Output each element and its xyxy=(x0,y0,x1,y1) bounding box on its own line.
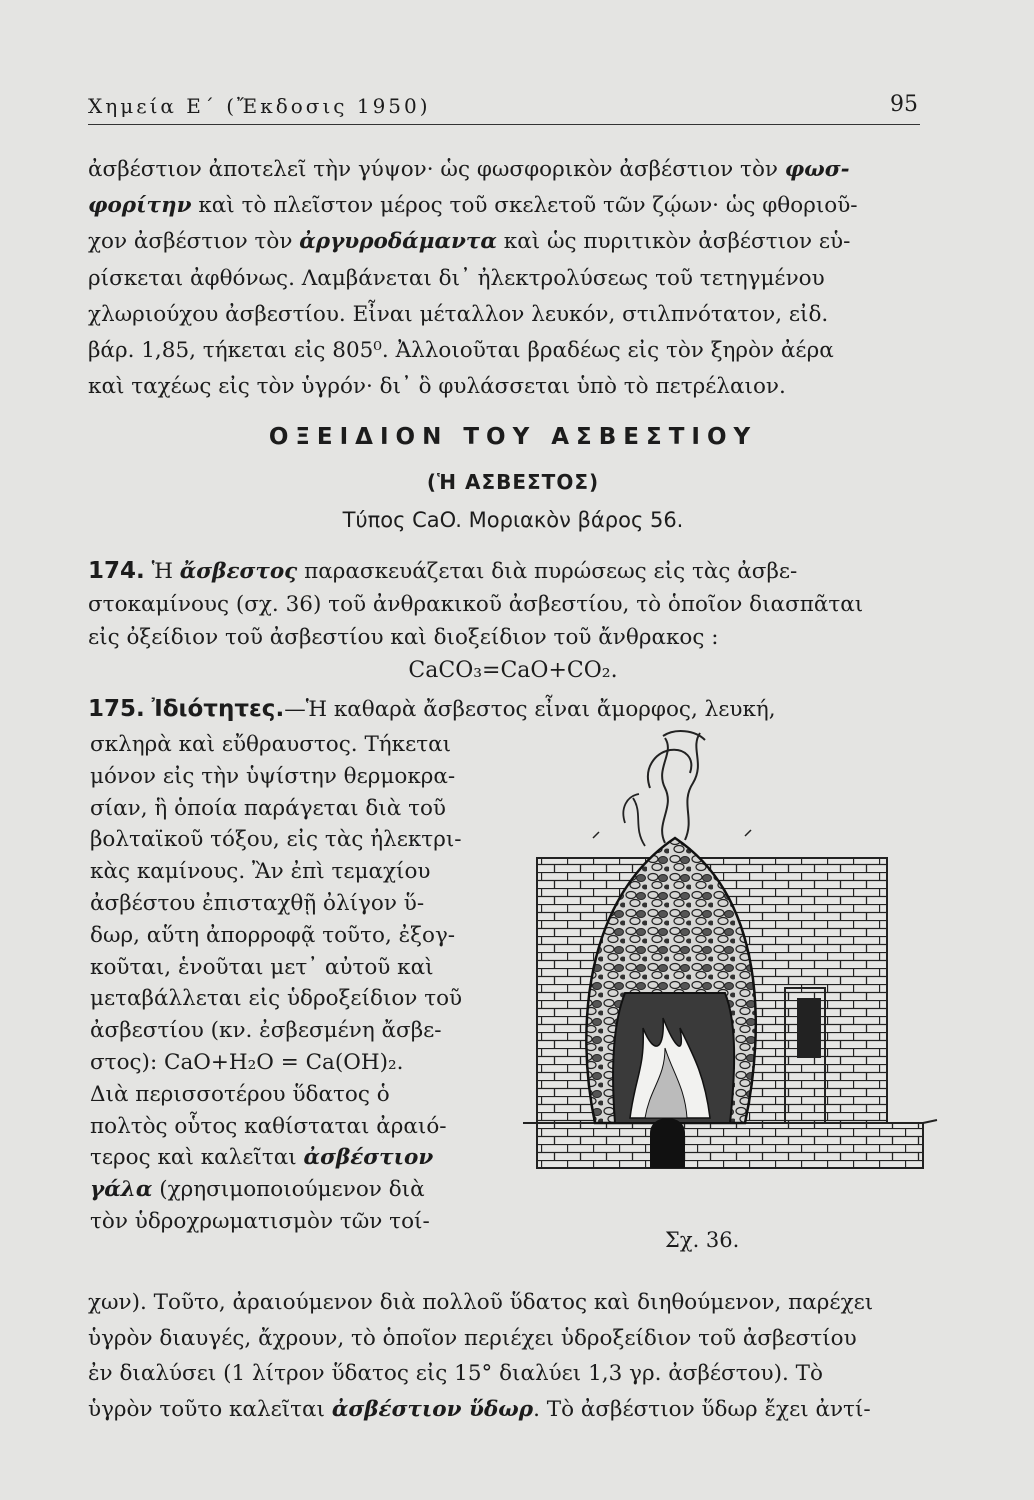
paragraph-175-column-line xyxy=(90,762,500,793)
paragraph-175-final-line xyxy=(88,1359,938,1390)
paragraph-175-column-line xyxy=(90,857,500,888)
text-run: καὶ τὸ πλεῖστον μέρος τοῦ σκελετοῦ τῶν ζῴων· ὡς φθοριοῦ- xyxy=(191,193,858,219)
paragraph-175-column-line xyxy=(90,1080,500,1111)
text-run: σίαν, ἣ ὁποία παράγεται διὰ τοῦ xyxy=(90,795,446,821)
paragraph-174-line xyxy=(88,590,938,621)
paragraph-175-column-line xyxy=(90,730,500,761)
paragraph-174-line xyxy=(88,623,938,654)
paragraph-175-column-line xyxy=(90,921,500,952)
text-run: κὰς καμίνους. Ἂν ἐπὶ τεμαχίου xyxy=(90,859,431,885)
intro-line xyxy=(88,264,938,295)
text-run: ἀσβέστιον ἀποτελεῖ τὴν γύψον· ὡς φωσφορικὸν ἀσβέστιον τὸν xyxy=(88,157,785,182)
paragraph-175-column-line xyxy=(90,984,500,1015)
intro-line xyxy=(88,191,938,222)
paragraph-175-number: 175. xyxy=(88,696,145,722)
lime-kiln-illustration xyxy=(515,728,945,1208)
text-run: βάρ. 1,85, τήκεται εἰς 805⁰. Ἀλλοιοῦται βραδέως εἰς τὸν ξηρὸν ἀέρα xyxy=(88,338,834,363)
running-header xyxy=(88,92,918,128)
text-run: κοῦται, ἑνοῦται μετ᾽ αὐτοῦ καὶ xyxy=(90,954,434,980)
text-run: στοκαμίνους (σχ. 36) τοῦ ἀνθρακικοῦ ἀσβεστίου, τὸ ὁποῖον διασπᾶται xyxy=(88,592,864,617)
emphasized-term: γάλα xyxy=(90,1177,153,1203)
paragraph-175-title: Ἰδιότητες. xyxy=(151,696,285,722)
text-run: (χρησιμοποιούμενον διὰ xyxy=(152,1177,425,1203)
paragraph-174-line xyxy=(145,559,798,584)
paragraph-175-column-line xyxy=(90,889,500,920)
paragraph-175-final-line xyxy=(88,1288,938,1319)
text-run: χλωριούχου ἀσβεστίου. Εἶναι μέταλλον λευκόν, στιλπνότατον, εἰδ. xyxy=(88,301,829,327)
text-run: καὶ ταχέως εἰς τὸν ὑγρόν· δι᾽ ὃ φυλάσσεται ὑπὸ τὸ πετρέλαιον. xyxy=(88,374,786,400)
text-run: δωρ, αὕτη ἀπορροφᾷ τοῦτο, ἐξογ- xyxy=(90,922,456,948)
text-run: πολτὸς οὗτος καθίσταται ἀραιό- xyxy=(90,1113,447,1139)
text-run: καὶ ὡς πυριτικὸν ἀσβέστιον εὑ- xyxy=(496,229,851,255)
text-run: στος): CaO+H₂O = Ca(OH)₂. xyxy=(90,1050,404,1075)
text-run: Διὰ περισσοτέρου ὕδατος ὁ xyxy=(90,1081,390,1107)
emphasized-term: ἀσβέστιον ὕδωρ xyxy=(331,1396,534,1422)
paragraph-175-column-line xyxy=(90,1016,500,1047)
text-run: παρασκευάζεται διὰ πυρώσεως εἰς τὰς ἀσβε- xyxy=(297,559,798,584)
text-run: ὑγρὸν τοῦτο καλεῖται xyxy=(88,1396,332,1422)
text-run: εἰς ὀξείδιον τοῦ ἀσβεστίου καὶ διοξείδιον τοῦ ἄνθρακος : xyxy=(88,625,719,650)
intro-line xyxy=(88,300,938,331)
intro-line xyxy=(88,336,938,367)
text-run: ρίσκεται ἀφθόνως. Λαμβάνεται δι᾽ ἠλεκτρολύσεως τοῦ τετηγμένου xyxy=(88,265,825,291)
header-rule xyxy=(88,124,920,125)
page-number: 95 xyxy=(890,92,918,117)
text-run: μόνον εἰς τὴν ὑψίστην θερμοκρα- xyxy=(90,763,456,789)
text-run: τὸν ὑδροχρωματισμὸν τῶν τοί- xyxy=(90,1209,430,1234)
intro-line xyxy=(88,372,938,403)
text-run: Ἡ xyxy=(144,559,180,584)
emphasized-term: ἀργυροδάμαντα xyxy=(299,229,497,255)
paragraph-175-column-line xyxy=(90,1175,500,1206)
paragraph-175-column-line xyxy=(90,1207,500,1238)
paragraph-174-number: 174. xyxy=(88,558,145,584)
intro-line xyxy=(88,227,938,258)
paragraph-175-column-line xyxy=(90,953,500,984)
text-run: τερος καὶ καλεῖται xyxy=(90,1145,304,1171)
equation-caco3: CaCO₃=CaO+CO₂. xyxy=(408,658,618,683)
paragraph-175-column-line xyxy=(90,1048,500,1079)
text-run: μεταβάλλεται εἰς ὑδροξείδιον τοῦ xyxy=(90,986,463,1012)
figure-caption: Σχ. 36. xyxy=(665,1228,740,1252)
paragraph-175-first-text: —Ἡ καθαρὰ ἄσβεστος εἶναι ἄμορφος, λευκή, xyxy=(284,697,776,722)
running-title: Χημεία Ε΄ (Ἔκδοσις 1950) xyxy=(88,94,431,118)
emphasized-term: ἀσβέστιον xyxy=(303,1145,434,1171)
text-run: χων). Τοῦτο, ἀραιούμενον διὰ πολλοῦ ὕδατος καὶ διηθούμενον, παρέχει xyxy=(88,1290,874,1315)
text-run: . Τὸ ἀσβέστιον ὕδωρ ἔχει ἀντί- xyxy=(533,1396,871,1422)
text-run: ἀσβεστίου (κν. ἐσβεσμένη ἄσβε- xyxy=(90,1018,442,1044)
paragraph-175-column-line xyxy=(90,794,500,825)
section-heading: ΟΞΕΙΔΙΟΝ ΤΟΥ ΑΣΒΕΣΤΙΟΥ xyxy=(268,424,758,450)
text-run: σκληρὰ καὶ εὔθραυστος. Τήκεται xyxy=(90,732,452,757)
text-run: ἐν διαλύσει (1 λίτρον ὕδατος εἰς 15° διαλύει 1,3 γρ. ἀσβέστου). Τὸ xyxy=(88,1361,823,1386)
emphasized-term: φωσ- xyxy=(784,157,850,182)
text-run: βολταϊκοῦ τόξου, εἰς τὰς ἠλεκτρι- xyxy=(90,827,462,853)
text-run: χον ἀσβέστιον τὸν xyxy=(88,229,300,255)
paragraph-175-first-line xyxy=(88,694,938,726)
paragraph-175-final-line xyxy=(88,1395,938,1426)
emphasized-term: φορίτην xyxy=(88,193,192,219)
formula-line: Τύπος CaO. Μοριακὸν βάρος 56. xyxy=(342,508,684,532)
text-run: ὑγρὸν διαυγές, ἄχρουν, τὸ ὁποῖον περιέχει ὑδροξείδιον τοῦ ἀσβεστίου xyxy=(88,1325,857,1351)
paragraph-175-final-line xyxy=(88,1324,938,1355)
text-run: ἀσβέστου ἐπισταχθῇ ὀλίγον ὕ- xyxy=(90,891,425,916)
section-subheading: (Ἡ ΑΣΒΕΣΤΟΣ) xyxy=(426,470,600,494)
paragraph-175-column-line xyxy=(90,1143,500,1174)
paragraph-175-column-line xyxy=(90,825,500,856)
paragraph-174-first-line xyxy=(88,556,938,588)
intro-line xyxy=(88,155,938,186)
emphasized-term: ἄσβεστος xyxy=(179,559,298,584)
paragraph-175-column-line xyxy=(90,1112,500,1143)
